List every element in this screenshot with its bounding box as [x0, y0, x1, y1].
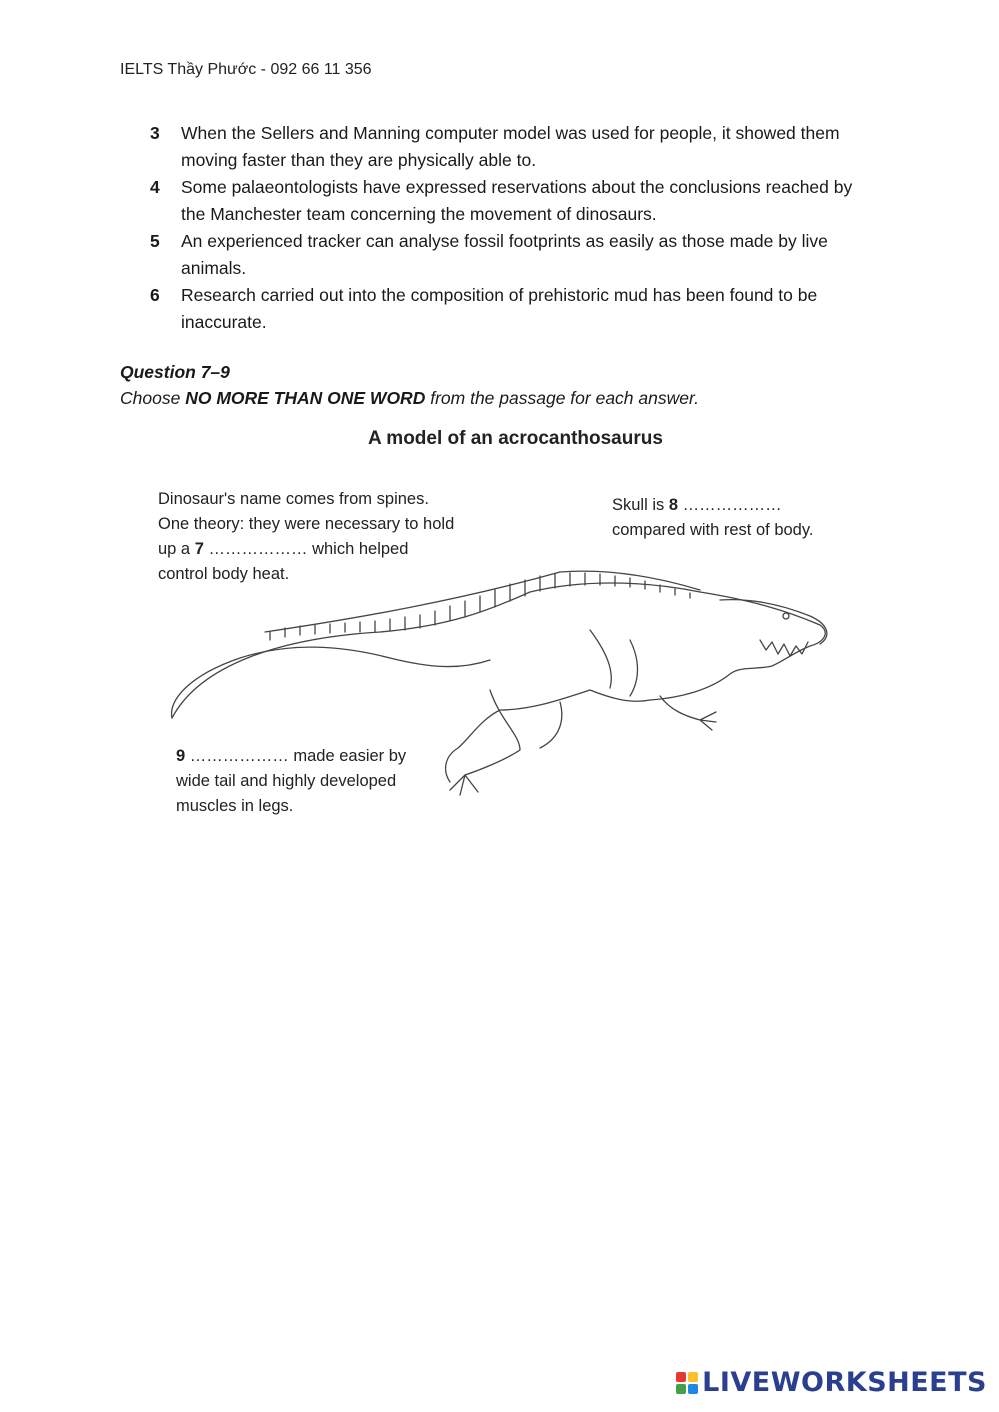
label7-number: 7 [194, 540, 204, 558]
question-number: 3 [150, 123, 160, 143]
question-item [150, 282, 880, 336]
label9-post: made easier by [293, 747, 407, 765]
question-number: 6 [150, 285, 160, 305]
label9-line3: muscles in legs. [176, 797, 294, 815]
instruction-post: from the passage for each answer. [430, 388, 700, 408]
answer-blank-9[interactable]: ……………… [189, 747, 289, 765]
figure-title: A model of an acrocanthosaurus [368, 428, 663, 449]
label8-line1 [612, 493, 862, 518]
section-title: Question 7–9 [120, 362, 230, 382]
brand-square [688, 1384, 698, 1394]
question-text: When the Sellers and Manning computer model was used for people, it showed them moving faster than they are physically able to. [181, 123, 840, 170]
section-instruction [120, 388, 699, 409]
brand-logo-icon [676, 1372, 698, 1394]
dinosaur-illustration [160, 570, 840, 820]
label7-line1: Dinosaur's name comes from spines. [158, 490, 429, 508]
page-header: IELTS Thầy Phước - 092 66 11 356 [120, 61, 372, 78]
label7-post: which helped [312, 540, 409, 558]
question-item [150, 228, 880, 282]
label7-line4: control body heat. [158, 565, 290, 583]
label8-number: 8 [668, 496, 679, 514]
label8-line2: compared with rest of body. [612, 521, 814, 539]
question-text: An experienced tracker can analyse fossil footprints as easily as those made by live animals. [181, 231, 828, 278]
label7-line2: One theory: they were necessary to hold [158, 515, 455, 533]
answer-blank-8[interactable]: ……………… [682, 496, 782, 514]
question-item [150, 120, 880, 174]
question-text: Research carried out into the composition of prehistoric mud has been found to be inaccurate. [181, 285, 818, 332]
brand-square [676, 1372, 686, 1382]
question-list [150, 120, 880, 336]
brand-square [676, 1384, 686, 1394]
instruction-pre: Choose [120, 388, 181, 408]
answer-blank-7[interactable]: ……………… [208, 540, 308, 558]
question-number: 5 [150, 231, 160, 251]
label-question-8 [612, 493, 862, 543]
label8-pre: Skull is [612, 496, 665, 514]
label9-line2: wide tail and highly developed [176, 772, 397, 790]
label9-number: 9 [176, 747, 186, 765]
label7-pre: up a [158, 540, 191, 558]
question-number: 4 [150, 177, 160, 197]
label7-line3 [158, 537, 498, 562]
brand-text: LIVEWORKSHEETS [702, 1367, 987, 1398]
instruction-bold: NO MORE THAN ONE WORD [185, 388, 426, 408]
question-item [150, 174, 880, 228]
liveworksheets-brand [676, 1367, 987, 1398]
brand-square [688, 1372, 698, 1382]
question-text: Some palaeontologists have expressed reservations about the conclusions reached by the Manchester team concerning the movement of dinosaurs. [181, 177, 853, 224]
